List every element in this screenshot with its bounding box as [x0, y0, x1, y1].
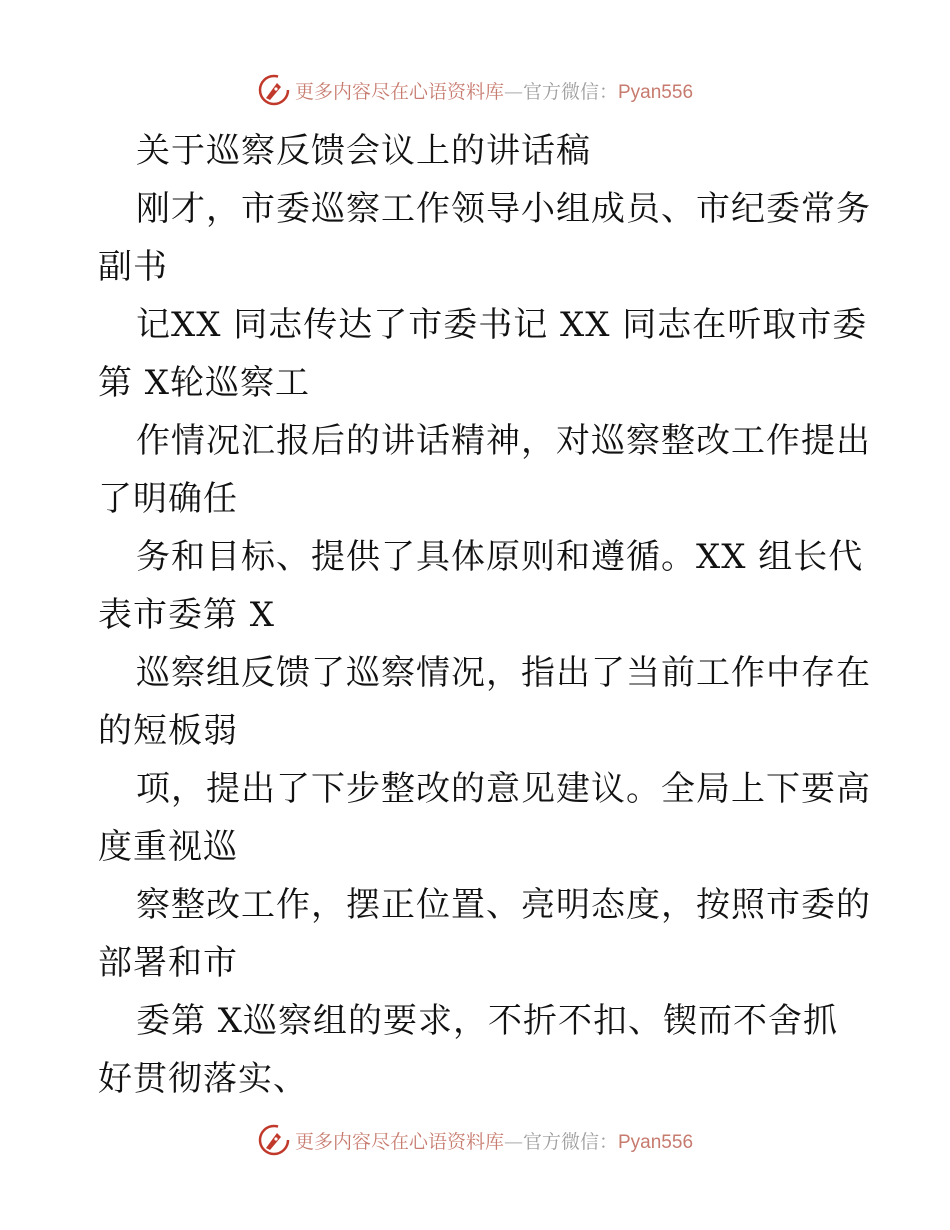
paragraph-line: 刚才，市委巡察工作领导小组成员、市纪委常务 [136, 189, 871, 229]
paragraph-line: 记XX 同志传达了市委书记 XX 同志在听取市委 [136, 305, 868, 345]
paragraph-line-continued: 好贯彻落实、 [98, 1059, 308, 1099]
document-body [98, 122, 871, 1108]
pen-nib-circle-logo-icon [257, 1123, 291, 1157]
paragraph-line-continued: 的短板弱 [98, 711, 238, 751]
paragraph-line: 作情况汇报后的讲话精神，对巡察整改工作提出 [136, 421, 871, 461]
paragraph-line: 务和目标、提供了具体原则和遵循。XX 组长代 [136, 537, 864, 577]
watermark-account-id: Pyan556 [618, 1131, 694, 1153]
footer-watermark [0, 1120, 950, 1160]
watermark-text [295, 1127, 693, 1154]
paragraph-line-continued: 部署和市 [98, 943, 238, 983]
paragraph-line: 察整改工作，摆正位置、亮明态度，按照市委的 [136, 885, 871, 925]
paragraph-line: 委第 X巡察组的要求，不折不扣、锲而不舍抓 [136, 1001, 839, 1041]
paragraph-line: 巡察组反馈了巡察情况，指出了当前工作中存在 [136, 653, 871, 693]
paragraph-line-continued: 度重视巡 [98, 827, 238, 867]
watermark-main-text: 更多内容尽在心语资料库 [294, 80, 504, 103]
paragraph-line-continued: 第 X轮巡察工 [98, 363, 311, 403]
watermark-dash: — [503, 80, 523, 103]
watermark-sub-text: 官方微信： [522, 80, 618, 103]
paragraph-line-continued: 了明确任 [98, 479, 238, 519]
watermark-account-id: Pyan556 [618, 81, 694, 103]
watermark-dash: — [503, 1130, 523, 1153]
pen-nib-circle-logo-icon [257, 73, 291, 107]
paragraph-line-continued: 副书 [98, 247, 168, 287]
watermark-text [295, 77, 693, 104]
watermark-sub-text: 官方微信： [522, 1130, 618, 1153]
watermark-main-text: 更多内容尽在心语资料库 [294, 1130, 504, 1153]
paragraph-line: 项，提出了下步整改的意见建议。全局上下要高 [136, 769, 871, 809]
header-watermark [0, 70, 950, 110]
document-title: 关于巡察反馈会议上的讲话稿 [136, 131, 591, 171]
paragraph-line-continued: 表市委第 X [98, 595, 276, 635]
